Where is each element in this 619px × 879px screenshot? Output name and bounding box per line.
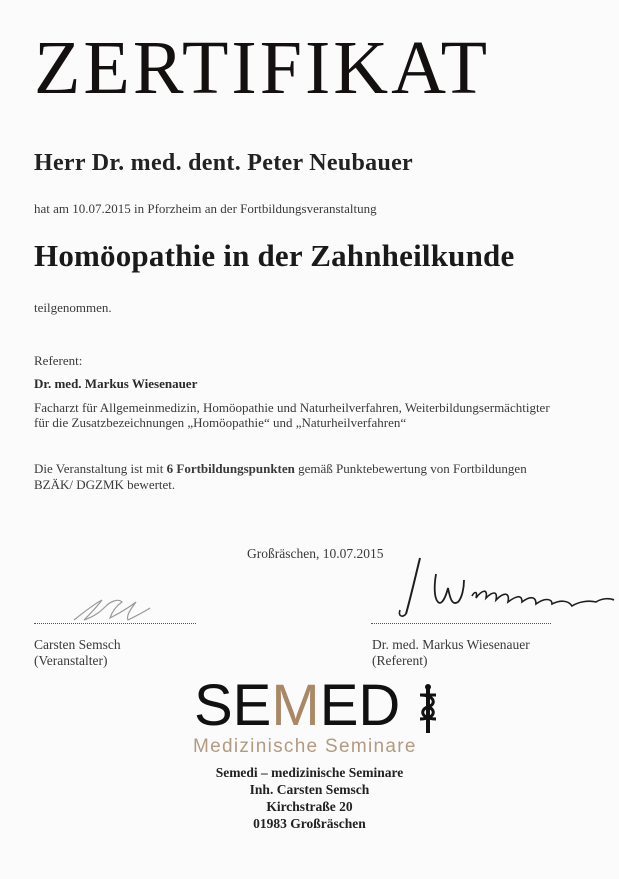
signer-left-name: Carsten Semsch	[34, 637, 121, 652]
signature-right-icon	[392, 552, 617, 624]
organizer-address	[0, 764, 619, 832]
signature-line-right	[371, 623, 551, 624]
semedi-logo	[194, 673, 401, 738]
course-title: Homöopathie in der Zahnheilkunde	[34, 238, 515, 273]
recipient-name: Herr Dr. med. dent. Peter Neubauer	[34, 150, 414, 176]
certificate-title: ZERTIFIKAT	[34, 26, 491, 110]
points-text-after: gemäß Punktebewertung von Fortbildungen	[294, 461, 527, 476]
caduceus-icon	[414, 683, 442, 735]
points-text-before: Die Veranstaltung ist mit	[34, 461, 167, 476]
signature-left-icon	[66, 590, 156, 626]
address-line2: Inh. Carsten Semsch	[249, 782, 370, 797]
address-line3: Kirchstraße 20	[266, 799, 353, 814]
points-text-bold: 6 Fortbildungspunkten	[166, 461, 295, 476]
participated-text: teilgenommen.	[34, 300, 112, 315]
referent-description-line2: für die Zusatzbezeichnungen „Homöopathie“ und „Naturheilverfahren“	[34, 415, 407, 430]
intro-line: hat am 10.07.2015 in Pforzheim an der Fortbildungsveranstaltung	[34, 201, 377, 216]
referent-name: Dr. med. Markus Wiesenauer	[34, 376, 198, 391]
address-line4: 01983 Großräschen	[253, 816, 366, 831]
signature-line-left	[34, 623, 196, 624]
signer-left-role: (Veranstalter)	[34, 653, 108, 668]
address-line1: Semedi – medizinische Seminare	[215, 765, 404, 780]
signer-right-role: (Referent)	[372, 653, 428, 668]
signer-right-name: Dr. med. Markus Wiesenauer	[372, 637, 530, 652]
points-line2: BZÄK/ DGZMK bewertet.	[34, 477, 176, 492]
logo-subtitle: Medizinische Seminare	[193, 736, 417, 757]
referent-heading: Referent:	[34, 353, 83, 368]
points-line1	[34, 461, 527, 477]
referent-description-line1: Facharzt für Allgemeinmedizin, Homöopathie und Naturheilverfahren, Weiterbildungsermächtigter	[34, 400, 550, 415]
logo-word-accent: M	[271, 673, 320, 738]
logo-word-suffix: ED	[319, 673, 401, 738]
logo-word-prefix: SE	[194, 673, 272, 738]
place-date: Großräschen, 10.07.2015	[247, 546, 384, 561]
